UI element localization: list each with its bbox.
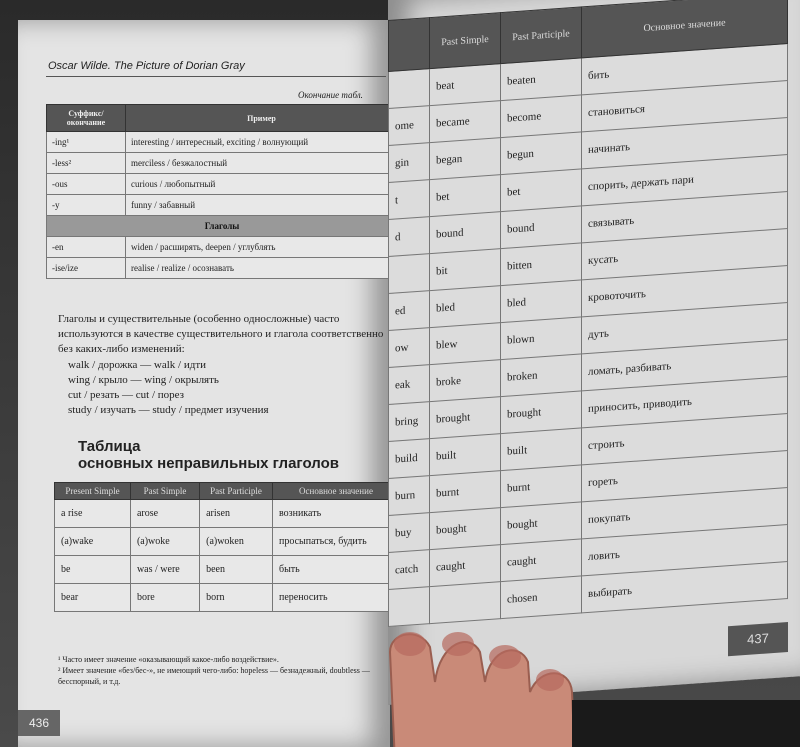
- suffix-cell: -en: [47, 237, 126, 258]
- example-cell: interesting / интересный, exciting / волнующий: [126, 132, 398, 153]
- table-row: [47, 174, 398, 195]
- verb-cell: caught: [430, 545, 501, 587]
- table-row: [47, 195, 398, 216]
- running-head: Oscar Wilde. The Picture of Dorian Gray: [48, 60, 245, 72]
- verb-cell: bound: [501, 206, 582, 249]
- table-row: [47, 153, 398, 174]
- verb-cell: became: [430, 101, 501, 143]
- verb-cell: begun: [501, 132, 582, 175]
- verb-cell: bear: [55, 584, 131, 612]
- right-page: [388, 0, 800, 705]
- example-line: cut / резать — cut / порез: [68, 389, 185, 401]
- suffix-cell: -ing¹: [47, 132, 126, 153]
- verb-cell: bitten: [501, 243, 582, 286]
- example-cell: widen / расширять, deepen / углублять: [126, 237, 398, 258]
- examples-list: [68, 358, 269, 418]
- table-section-row: [47, 216, 398, 237]
- section-heading: [78, 438, 339, 472]
- table-body: [389, 44, 788, 627]
- column-header: Past Participle: [200, 483, 273, 500]
- column-header: Past Participle: [501, 7, 582, 64]
- verb-cell: arose: [130, 500, 199, 528]
- meaning-cell: строить: [582, 414, 788, 465]
- example-header: Пример: [126, 105, 398, 132]
- verb-cell: caught: [501, 539, 582, 582]
- verb-cell: bought: [430, 508, 501, 550]
- verb-cell: beaten: [501, 58, 582, 101]
- left-page: [18, 20, 390, 747]
- verb-cell: burn: [389, 476, 430, 516]
- suffix-table: [46, 104, 398, 279]
- table-row: [55, 556, 400, 584]
- heading-line: основных неправильных глаголов: [78, 455, 339, 472]
- verb-cell: buy: [389, 513, 430, 553]
- footnote: ² Имеет значение «без/бес-», не имеющий чего-либо: hopeless — безнадежный, doubtless — бесспорный, и т.д.: [58, 666, 370, 686]
- verb-cell: broken: [501, 354, 582, 397]
- running-head-rule: [46, 76, 386, 77]
- heading-line: Таблица: [78, 438, 141, 455]
- verb-cell: t: [389, 180, 430, 220]
- verb-cell: (a)woken: [200, 528, 273, 556]
- verb-cell: bled: [501, 280, 582, 323]
- verb-cell: brought: [501, 391, 582, 434]
- verb-cell: ow: [389, 328, 430, 368]
- page-number: 437: [728, 622, 788, 656]
- verb-cell: arisen: [200, 500, 273, 528]
- meaning-cell: кусать: [582, 229, 788, 280]
- table-row: [47, 132, 398, 153]
- page-number: 436: [18, 710, 60, 736]
- verb-cell: eak: [389, 365, 430, 405]
- verb-cell: built: [501, 428, 582, 471]
- verb-cell: [389, 69, 430, 109]
- meaning-cell: ломать, разбивать: [582, 340, 788, 391]
- verb-cell: began: [430, 138, 501, 180]
- verb-cell: [389, 254, 430, 294]
- verb-cell: (a)wake: [55, 528, 131, 556]
- verb-cell: bore: [130, 584, 199, 612]
- meaning-cell: переносить: [273, 584, 400, 612]
- verb-cell: a rise: [55, 500, 131, 528]
- dark-background: [572, 700, 800, 747]
- meaning-cell: приносить, приводить: [582, 377, 788, 428]
- verb-cell: be: [55, 556, 131, 584]
- irregular-verbs-table: [54, 482, 400, 612]
- example-cell: curious / любопытный: [126, 174, 398, 195]
- table-continuation-note: Окончание табл.: [298, 90, 363, 100]
- verb-cell: blown: [501, 317, 582, 360]
- meaning-cell: гореть: [582, 451, 788, 502]
- meaning-cell: покупать: [582, 488, 788, 539]
- suffix-cell: -less²: [47, 153, 126, 174]
- verb-cell: bought: [501, 502, 582, 545]
- verb-cell: gin: [389, 143, 430, 183]
- meaning-cell: связывать: [582, 192, 788, 243]
- verb-cell: d: [389, 217, 430, 257]
- verb-cell: bound: [430, 212, 501, 254]
- footnote: ¹ Часто имеет значение «оказывающий какое-либо воздействие».: [58, 655, 279, 664]
- suffix-cell: -y: [47, 195, 126, 216]
- verb-cell: been: [200, 556, 273, 584]
- meaning-cell: начинать: [582, 118, 788, 169]
- verb-cell: bet: [501, 169, 582, 212]
- verb-cell: beat: [430, 64, 501, 106]
- verb-cell: built: [430, 434, 501, 476]
- verb-cell: bit: [430, 249, 501, 291]
- verb-cell: brought: [430, 397, 501, 439]
- suffix-cell: -ise/ize: [47, 258, 126, 279]
- verb-cell: broke: [430, 360, 501, 402]
- suffix-header: Суффикс/ окончание: [47, 105, 126, 132]
- meaning-cell: быть: [273, 556, 400, 584]
- verb-cell: born: [200, 584, 273, 612]
- meaning-cell: возникать: [273, 500, 400, 528]
- meaning-cell: кровоточить: [582, 266, 788, 317]
- verb-cell: (a)woke: [130, 528, 199, 556]
- table-row: [55, 500, 400, 528]
- column-header: [389, 18, 430, 72]
- table-row: [55, 584, 400, 612]
- column-header: Present Simple: [55, 483, 131, 500]
- example-line: study / изучать — study / предмет изучения: [68, 404, 269, 416]
- verb-cell: build: [389, 439, 430, 479]
- verb-cell: [430, 582, 501, 624]
- verb-cell: was / were: [130, 556, 199, 584]
- verb-cell: ome: [389, 106, 430, 146]
- verb-cell: blew: [430, 323, 501, 365]
- section-label: Глаголы: [47, 216, 398, 237]
- verb-cell: bring: [389, 402, 430, 442]
- verb-cell: ed: [389, 291, 430, 331]
- example-cell: merciless / безжалостный: [126, 153, 398, 174]
- column-header: Past Simple: [130, 483, 199, 500]
- verb-cell: bled: [430, 286, 501, 328]
- verb-cell: chosen: [501, 576, 582, 619]
- example-line: wing / крыло — wing / окрылять: [68, 374, 219, 386]
- meaning-cell: становиться: [582, 81, 788, 132]
- meaning-cell: спорить, держать пари: [582, 155, 788, 206]
- verb-cell: catch: [389, 550, 430, 590]
- table-row: [47, 237, 398, 258]
- column-header: Основное значение: [273, 483, 400, 500]
- meaning-cell: дуть: [582, 303, 788, 354]
- footnotes: [58, 654, 403, 687]
- example-line: walk / дорожка — walk / идти: [68, 359, 207, 371]
- column-header: Past Simple: [430, 13, 501, 69]
- verb-cell: become: [501, 95, 582, 138]
- meaning-cell: выбирать: [582, 562, 788, 613]
- meaning-cell: просыпаться, будить: [273, 528, 400, 556]
- verb-cell: [389, 587, 430, 627]
- example-cell: funny / забавный: [126, 195, 398, 216]
- verb-cell: burnt: [501, 465, 582, 508]
- example-cell: realise / realize / осознавать: [126, 258, 398, 279]
- table-row: [55, 528, 400, 556]
- column-header: Основное значение: [582, 0, 788, 58]
- verb-cell: bet: [430, 175, 501, 217]
- verb-cell: burnt: [430, 471, 501, 513]
- irregular-verbs-table-continued: [388, 0, 788, 627]
- hand-photo: [380, 622, 590, 747]
- meaning-cell: бить: [582, 44, 788, 95]
- meaning-cell: ловить: [582, 525, 788, 576]
- suffix-cell: -ous: [47, 174, 126, 195]
- table-row: [47, 258, 398, 279]
- body-paragraph: Глаголы и существительные (особенно односложные) часто используются в качестве существительного и глагола соответственно без каких-либо изменений:: [58, 313, 384, 355]
